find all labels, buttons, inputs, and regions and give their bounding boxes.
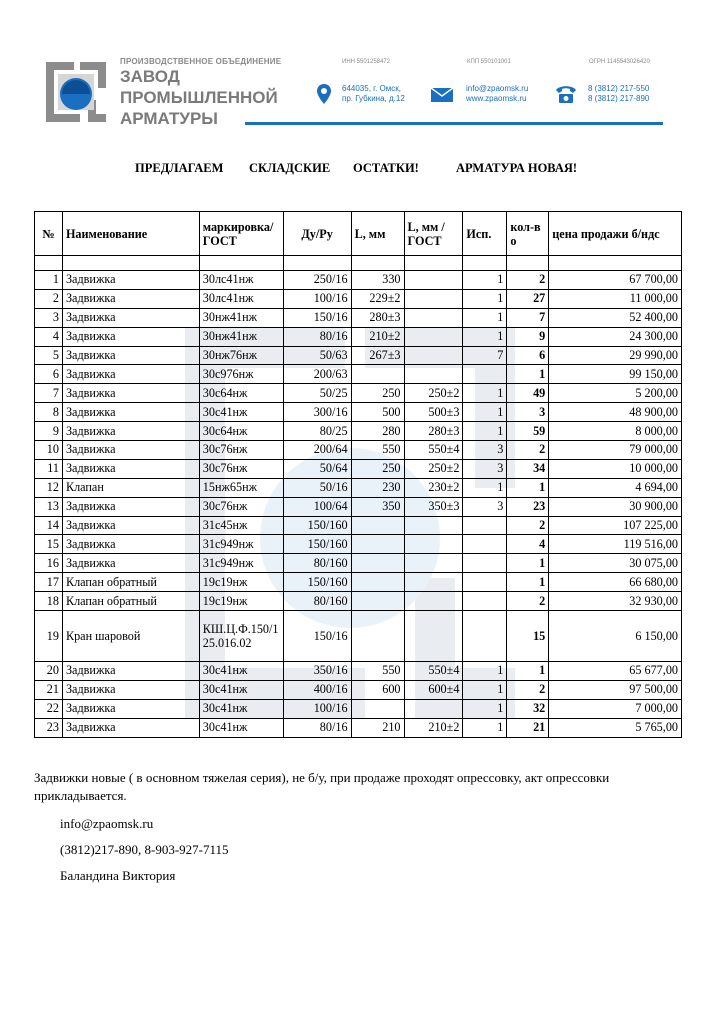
cell-num: 6 <box>35 365 63 384</box>
cell-qty: 4 <box>507 535 549 554</box>
cell-isp <box>463 365 507 384</box>
cell-name: Задвижка <box>62 680 199 699</box>
table-row <box>35 611 682 662</box>
table-row <box>35 308 682 327</box>
cell-lgost <box>404 346 463 365</box>
cell-dupu: 150/16 <box>283 308 351 327</box>
cell-price: 107 225,00 <box>549 516 682 535</box>
cell-price: 30 900,00 <box>549 497 682 516</box>
cell-num: 10 <box>35 441 63 460</box>
cell-num: 4 <box>35 327 63 346</box>
company-name <box>120 66 278 129</box>
footer-note: Задвижки новые ( в основном тяжелая серия), не б/у, при продаже проходят опрессовку, акт опрессовки прикладывается. <box>34 770 610 803</box>
cell-dupu: 80/160 <box>283 592 351 611</box>
header-phone: 8 (3812) 217-890 <box>588 94 650 103</box>
cell-mark: 30нж76нж <box>199 346 283 365</box>
cell-dupu: 100/16 <box>283 699 351 718</box>
cell-dupu: 250/16 <box>283 271 351 290</box>
cell-name: Задвижка <box>62 403 199 422</box>
cell-dupu: 100/16 <box>283 289 351 308</box>
cell-mark: 31с45нж <box>199 516 283 535</box>
cell-name: Задвижка <box>62 346 199 365</box>
cell-name: Кран шаровой <box>62 611 199 662</box>
table-header-row <box>35 212 682 256</box>
cell-num: 17 <box>35 573 63 592</box>
company-name-line: ПРОМЫШЛЕННОЙ <box>120 88 278 107</box>
cell-l: 280±3 <box>351 308 404 327</box>
cell-isp: 7 <box>463 346 507 365</box>
cell-mark: 30с41нж <box>199 699 283 718</box>
cell-qty: 1 <box>507 554 549 573</box>
cell-name: Задвижка <box>62 289 199 308</box>
cell-l: 550 <box>351 662 404 681</box>
table-row <box>35 459 682 478</box>
cell-mark: 30с64нж <box>199 384 283 403</box>
cell-name: Задвижка <box>62 308 199 327</box>
cell-price: 119 516,00 <box>549 535 682 554</box>
table-row <box>35 699 682 718</box>
cell-isp <box>463 554 507 573</box>
cell-isp: 1 <box>463 271 507 290</box>
cell-name: Задвижка <box>62 497 199 516</box>
table-row <box>35 718 682 737</box>
cell-name: Задвижка <box>62 699 199 718</box>
table-row <box>35 573 682 592</box>
table-row <box>35 365 682 384</box>
cell-dupu: 80/16 <box>283 327 351 346</box>
cell-dupu: 80/16 <box>283 718 351 737</box>
cell-name: Задвижка <box>62 718 199 737</box>
stock-table <box>34 211 682 738</box>
cell-price: 24 300,00 <box>549 327 682 346</box>
header-l: L, мм <box>351 212 404 256</box>
cell-num: 19 <box>35 611 63 662</box>
cell-isp <box>463 592 507 611</box>
cell-price: 29 990,00 <box>549 346 682 365</box>
cell-name: Задвижка <box>62 662 199 681</box>
cell-l: 230 <box>351 478 404 497</box>
cell-num: 3 <box>35 308 63 327</box>
table-row <box>35 441 682 460</box>
table-row <box>35 346 682 365</box>
table-row <box>35 289 682 308</box>
cell-lgost <box>404 289 463 308</box>
cell-price: 97 500,00 <box>549 680 682 699</box>
phones <box>588 84 649 104</box>
cell-name: Задвижка <box>62 327 199 346</box>
cell-l: 550 <box>351 441 404 460</box>
cell-qty: 32 <box>507 699 549 718</box>
table-row <box>35 403 682 422</box>
cell-mark: 30с976нж <box>199 365 283 384</box>
kpp-label: КПП 550101001 <box>467 59 511 65</box>
table-body <box>35 271 682 738</box>
header-qty: кол-во <box>507 212 549 256</box>
cell-qty: 1 <box>507 365 549 384</box>
header-isp: Исп. <box>463 212 507 256</box>
footer-phones: (3812)217-890, 8-903-927-7115 <box>60 842 229 857</box>
cell-name: Задвижка <box>62 459 199 478</box>
cell-lgost <box>404 699 463 718</box>
cell-lgost: 280±3 <box>404 422 463 441</box>
cell-price: 65 677,00 <box>549 662 682 681</box>
cell-num: 20 <box>35 662 63 681</box>
cell-isp <box>463 611 507 662</box>
cell-dupu: 80/25 <box>283 422 351 441</box>
company-subtitle: ПРОИЗВОДСТВЕННОЕ ОБЪЕДИНЕНИЕ <box>120 57 282 66</box>
cell-l: 350 <box>351 497 404 516</box>
cell-mark: 30лс41нж <box>199 289 283 308</box>
cell-dupu: 300/16 <box>283 403 351 422</box>
location-pin-icon <box>317 84 331 104</box>
header-divider <box>245 122 663 125</box>
cell-num: 11 <box>35 459 63 478</box>
cell-price: 11 000,00 <box>549 289 682 308</box>
cell-isp: 3 <box>463 459 507 478</box>
cell-qty: 2 <box>507 441 549 460</box>
cell-num: 8 <box>35 403 63 422</box>
header-price: цена продажи б/ндс <box>549 212 682 256</box>
company-name-line: ЗАВОД <box>120 67 180 86</box>
cell-qty: 15 <box>507 611 549 662</box>
email-website <box>466 84 528 104</box>
footer-email[interactable]: info@zpaomsk.ru <box>60 816 154 831</box>
cell-lgost: 230±2 <box>404 478 463 497</box>
table-row <box>35 680 682 699</box>
cell-price: 10 000,00 <box>549 459 682 478</box>
header-lgost: L, мм / ГОСТ <box>404 212 463 256</box>
cell-price: 48 900,00 <box>549 403 682 422</box>
cell-dupu: 150/160 <box>283 516 351 535</box>
cell-price: 99 150,00 <box>549 365 682 384</box>
cell-lgost <box>404 271 463 290</box>
table-row <box>35 535 682 554</box>
cell-mark: 15нж65нж <box>199 478 283 497</box>
envelope-icon <box>431 88 453 102</box>
cell-lgost <box>404 365 463 384</box>
cell-qty: 59 <box>507 422 549 441</box>
cell-lgost: 600±4 <box>404 680 463 699</box>
header-mark: маркировка/ГОСТ <box>199 212 283 256</box>
cell-lgost: 500±3 <box>404 403 463 422</box>
cell-l <box>351 535 404 554</box>
cell-num: 22 <box>35 699 63 718</box>
cell-isp: 1 <box>463 718 507 737</box>
cell-dupu: 150/16 <box>283 611 351 662</box>
cell-mark: 30с76нж <box>199 441 283 460</box>
cell-price: 66 680,00 <box>549 573 682 592</box>
cell-lgost: 250±2 <box>404 459 463 478</box>
banner-word: ОСТАТКИ! <box>353 161 419 175</box>
table-row <box>35 422 682 441</box>
table-row <box>35 384 682 403</box>
cell-lgost <box>404 611 463 662</box>
cell-l <box>351 573 404 592</box>
cell-name: Клапан обратный <box>62 592 199 611</box>
cell-mark: 30нж41нж <box>199 308 283 327</box>
cell-lgost <box>404 327 463 346</box>
cell-l: 330 <box>351 271 404 290</box>
cell-l: 600 <box>351 680 404 699</box>
cell-l <box>351 611 404 662</box>
cell-isp: 3 <box>463 441 507 460</box>
cell-price: 52 400,00 <box>549 308 682 327</box>
cell-qty: 2 <box>507 516 549 535</box>
cell-dupu: 50/16 <box>283 478 351 497</box>
header-dupu: Ду/Ру <box>283 212 351 256</box>
cell-isp: 1 <box>463 699 507 718</box>
cell-price: 5 200,00 <box>549 384 682 403</box>
cell-lgost <box>404 535 463 554</box>
cell-mark: 31с949нж <box>199 554 283 573</box>
header-name: Наименование <box>62 212 199 256</box>
cell-qty: 2 <box>507 680 549 699</box>
cell-qty: 49 <box>507 384 549 403</box>
cell-num: 1 <box>35 271 63 290</box>
cell-isp: 1 <box>463 403 507 422</box>
company-logo <box>40 58 112 126</box>
ogrn-label: ОГРН 1145543026420 <box>589 59 650 65</box>
cell-qty: 27 <box>507 289 549 308</box>
cell-isp <box>463 535 507 554</box>
header-email-link[interactable]: info@zpaomsk.ru <box>466 84 529 93</box>
cell-l <box>351 699 404 718</box>
cell-isp <box>463 573 507 592</box>
cell-price: 4 694,00 <box>549 478 682 497</box>
cell-mark: 30с76нж <box>199 459 283 478</box>
cell-l <box>351 554 404 573</box>
cell-dupu: 350/16 <box>283 662 351 681</box>
cell-l <box>351 516 404 535</box>
cell-dupu: 100/64 <box>283 497 351 516</box>
cell-isp: 1 <box>463 422 507 441</box>
phone-icon <box>555 84 577 104</box>
cell-isp: 1 <box>463 478 507 497</box>
cell-price: 6 150,00 <box>549 611 682 662</box>
cell-dupu: 80/160 <box>283 554 351 573</box>
table-row <box>35 271 682 290</box>
cell-mark: 30нж41нж <box>199 327 283 346</box>
cell-isp: 3 <box>463 497 507 516</box>
table-row <box>35 478 682 497</box>
cell-num: 15 <box>35 535 63 554</box>
cell-l: 250 <box>351 459 404 478</box>
cell-num: 16 <box>35 554 63 573</box>
cell-mark: 30с64нж <box>199 422 283 441</box>
cell-lgost: 350±3 <box>404 497 463 516</box>
cell-isp: 1 <box>463 289 507 308</box>
cell-price: 32 930,00 <box>549 592 682 611</box>
cell-mark: 31с949нж <box>199 535 283 554</box>
cell-l: 500 <box>351 403 404 422</box>
cell-name: Задвижка <box>62 516 199 535</box>
banner-word: ПРЕДЛАГАЕМ <box>135 161 224 175</box>
cell-price: 67 700,00 <box>549 271 682 290</box>
cell-price: 8 000,00 <box>549 422 682 441</box>
cell-isp <box>463 516 507 535</box>
cell-l: 210 <box>351 718 404 737</box>
cell-mark: 30с41нж <box>199 403 283 422</box>
cell-num: 18 <box>35 592 63 611</box>
cell-isp: 1 <box>463 662 507 681</box>
cell-lgost <box>404 554 463 573</box>
cell-lgost <box>404 308 463 327</box>
cell-mark: 30с41нж <box>199 680 283 699</box>
cell-price: 30 075,00 <box>549 554 682 573</box>
cell-dupu: 50/25 <box>283 384 351 403</box>
cell-qty: 1 <box>507 573 549 592</box>
cell-name: Задвижка <box>62 441 199 460</box>
table-row <box>35 662 682 681</box>
table-row <box>35 592 682 611</box>
cell-qty: 3 <box>507 403 549 422</box>
cell-qty: 2 <box>507 592 549 611</box>
cell-l <box>351 592 404 611</box>
header-num: № <box>35 212 63 256</box>
cell-dupu: 50/63 <box>283 346 351 365</box>
cell-l: 229±2 <box>351 289 404 308</box>
cell-l: 210±2 <box>351 327 404 346</box>
cell-name: Задвижка <box>62 422 199 441</box>
cell-isp: 1 <box>463 680 507 699</box>
cell-isp: 1 <box>463 308 507 327</box>
cell-mark: 30с41нж <box>199 662 283 681</box>
cell-num: 2 <box>35 289 63 308</box>
cell-price: 79 000,00 <box>549 441 682 460</box>
company-name-line: АРМАТУРЫ <box>120 109 218 128</box>
cell-num: 14 <box>35 516 63 535</box>
cell-l: 280 <box>351 422 404 441</box>
cell-num: 7 <box>35 384 63 403</box>
cell-dupu: 200/63 <box>283 365 351 384</box>
cell-lgost <box>404 592 463 611</box>
cell-qty: 21 <box>507 718 549 737</box>
cell-l: 250 <box>351 384 404 403</box>
cell-num: 21 <box>35 680 63 699</box>
cell-name: Задвижка <box>62 365 199 384</box>
cell-lgost: 250±2 <box>404 384 463 403</box>
cell-qty: 34 <box>507 459 549 478</box>
cell-dupu: 400/16 <box>283 680 351 699</box>
cell-qty: 23 <box>507 497 549 516</box>
cell-dupu: 200/64 <box>283 441 351 460</box>
cell-name: Задвижка <box>62 554 199 573</box>
cell-lgost <box>404 573 463 592</box>
cell-name: Задвижка <box>62 535 199 554</box>
blank-row <box>35 256 682 271</box>
cell-num: 5 <box>35 346 63 365</box>
cell-qty: 1 <box>507 662 549 681</box>
address <box>342 84 405 104</box>
cell-lgost: 210±2 <box>404 718 463 737</box>
cell-mark: 30с41нж <box>199 718 283 737</box>
cell-num: 13 <box>35 497 63 516</box>
header-phone: 8 (3812) 217-550 <box>588 84 650 93</box>
cell-price: 5 765,00 <box>549 718 682 737</box>
cell-name: Клапан <box>62 478 199 497</box>
cell-name: Клапан обратный <box>62 573 199 592</box>
cell-name: Задвижка <box>62 384 199 403</box>
table-row <box>35 516 682 535</box>
cell-isp: 1 <box>463 384 507 403</box>
cell-mark: 30лс41нж <box>199 271 283 290</box>
cell-qty: 6 <box>507 346 549 365</box>
table-row <box>35 327 682 346</box>
cell-l: 267±3 <box>351 346 404 365</box>
inn-label: ИНН 5501258472 <box>342 59 391 65</box>
header-website-link[interactable]: www.zpaomsk.ru <box>466 94 527 103</box>
cell-mark: КШ.Ц.Ф.150/125.016.02 <box>199 611 283 662</box>
cell-dupu: 150/160 <box>283 535 351 554</box>
banner-word: АРМАТУРА НОВАЯ! <box>456 161 578 175</box>
cell-l <box>351 365 404 384</box>
table-row <box>35 554 682 573</box>
address-line: 644035, г. Омск, <box>342 84 401 93</box>
footer-contact-person: Баландина Виктория <box>60 868 176 883</box>
cell-num: 12 <box>35 478 63 497</box>
cell-name: Задвижка <box>62 271 199 290</box>
cell-dupu: 150/160 <box>283 573 351 592</box>
cell-num: 9 <box>35 422 63 441</box>
cell-qty: 7 <box>507 308 549 327</box>
cell-num: 23 <box>35 718 63 737</box>
cell-qty: 1 <box>507 478 549 497</box>
cell-lgost: 550±4 <box>404 441 463 460</box>
cell-mark: 19с19нж <box>199 573 283 592</box>
cell-lgost <box>404 516 463 535</box>
cell-mark: 19с19нж <box>199 592 283 611</box>
cell-mark: 30с76нж <box>199 497 283 516</box>
address-line: пр. Губкина, д.12 <box>342 94 405 103</box>
cell-lgost: 550±4 <box>404 662 463 681</box>
cell-qty: 9 <box>507 327 549 346</box>
cell-price: 7 000,00 <box>549 699 682 718</box>
cell-dupu: 50/64 <box>283 459 351 478</box>
banner-word: СКЛАДСКИЕ <box>249 161 331 175</box>
cell-isp: 1 <box>463 327 507 346</box>
cell-qty: 2 <box>507 271 549 290</box>
table-row <box>35 497 682 516</box>
